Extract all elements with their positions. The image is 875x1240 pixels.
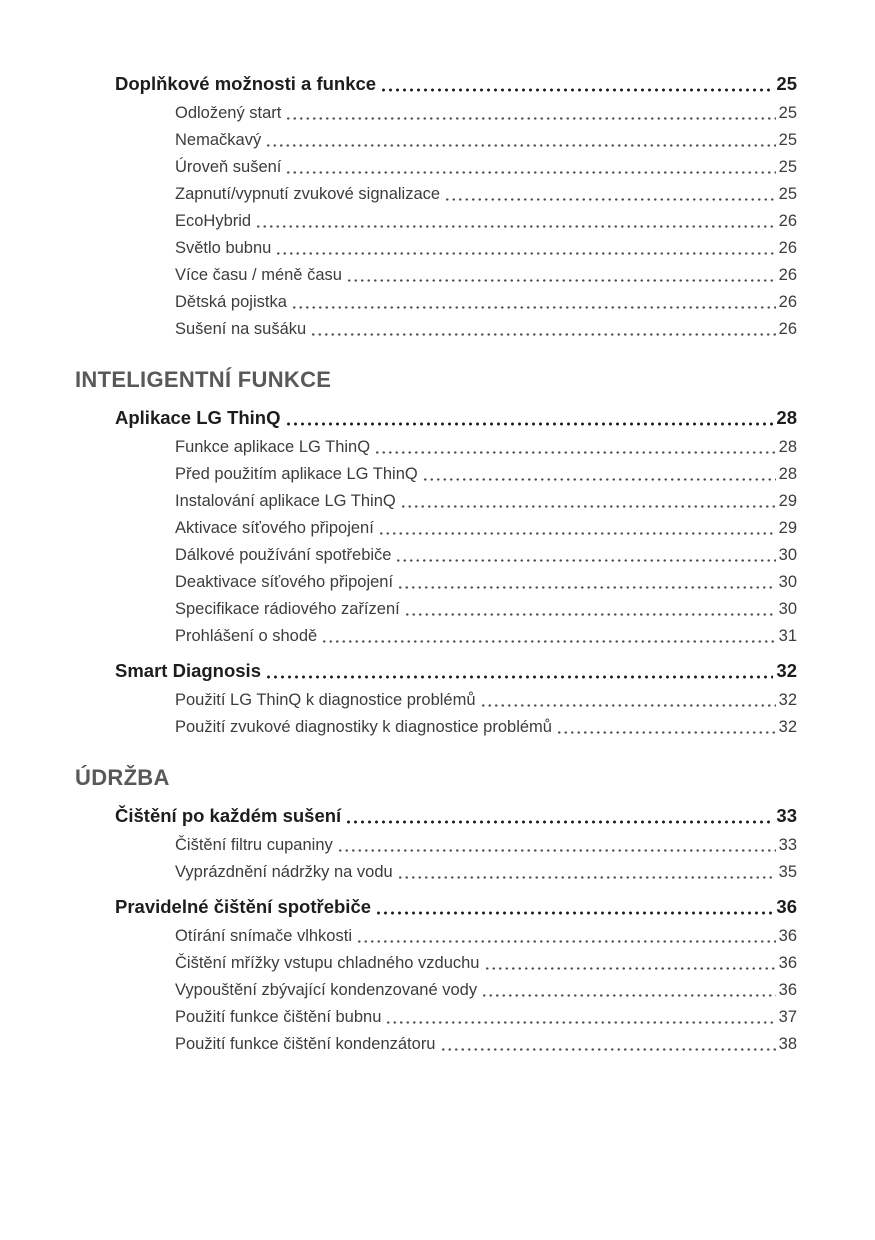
- toc: [75, 72, 797, 1055]
- toc-entry-title: Dálkové používání spotřebiče: [175, 546, 392, 564]
- dotted-leader: [397, 585, 776, 590]
- dotted-leader: [374, 450, 776, 455]
- toc-entry: [75, 1034, 797, 1055]
- toc-entry-title: Sušení na sušáku: [175, 320, 307, 338]
- toc-group-page-number: 32: [776, 660, 797, 681]
- toc-group-title: Aplikace LG ThinQ: [115, 407, 281, 428]
- toc-entry-page-number: 30: [778, 600, 797, 618]
- toc-entry: [75, 292, 797, 313]
- toc-entry-title: Vypouštění zbývající kondenzované vody: [175, 981, 478, 999]
- dotted-leader: [285, 170, 775, 175]
- toc-entry-page-number: 33: [778, 836, 797, 854]
- toc-group-page-number: 28: [776, 407, 797, 428]
- toc-entry-page-number: 28: [778, 465, 797, 483]
- toc-entry-page-number: 36: [778, 981, 797, 999]
- dotted-leader: [404, 612, 776, 617]
- dotted-leader: [291, 305, 776, 310]
- toc-entry: [75, 980, 797, 1001]
- toc-entry: [75, 437, 797, 458]
- toc-entry: [75, 491, 797, 512]
- dotted-leader: [255, 224, 776, 229]
- toc-entry: [75, 862, 797, 883]
- toc-entry: [75, 1007, 797, 1028]
- toc-entry-page-number: 36: [778, 954, 797, 972]
- toc-group-title: Pravidelné čištění spotřebiče: [115, 896, 372, 917]
- dotted-leader: [380, 87, 773, 93]
- dotted-leader: [385, 1020, 775, 1025]
- toc-entry-page-number: 26: [778, 293, 797, 311]
- toc-entry-page-number: 35: [778, 863, 797, 881]
- toc-entry-title: Použití LG ThinQ k diagnostice problémů: [175, 691, 476, 709]
- toc-entry-title: Specifikace rádiového zařízení: [175, 600, 400, 618]
- toc-entry-title: Světlo bubnu: [175, 239, 272, 257]
- toc-entry: [75, 238, 797, 259]
- dotted-leader: [444, 197, 776, 202]
- dotted-leader: [265, 143, 775, 148]
- toc-entry: [75, 319, 797, 340]
- dotted-leader: [397, 875, 776, 880]
- toc-entry-page-number: 36: [778, 927, 797, 945]
- toc-entry: [75, 265, 797, 286]
- toc-entry: [75, 690, 797, 711]
- toc-entry-page-number: 30: [778, 546, 797, 564]
- toc-entry: [75, 626, 797, 647]
- toc-group-page-number: 36: [776, 896, 797, 917]
- toc-entry-title: Čištění mřížky vstupu chladného vzduchu: [175, 954, 480, 972]
- toc-entry: [75, 157, 797, 178]
- dotted-leader: [337, 848, 776, 853]
- dotted-leader: [321, 639, 775, 644]
- toc-entry-title: EcoHybrid: [175, 212, 252, 230]
- toc-entry: [75, 835, 797, 856]
- toc-entry-title: Nemačkavý: [175, 131, 262, 149]
- toc-entry-page-number: 25: [778, 158, 797, 176]
- toc-group-entry: [75, 895, 797, 919]
- toc-entry-title: Před použitím aplikace LG ThinQ: [175, 465, 418, 483]
- toc-entry-page-number: 30: [778, 573, 797, 591]
- toc-entry-title: Více času / méně času: [175, 266, 342, 284]
- toc-entry-page-number: 32: [778, 691, 797, 709]
- toc-entry-page-number: 29: [778, 519, 797, 537]
- toc-entry-title: Úroveň sušení: [175, 158, 282, 176]
- toc-entry-title: Čištění filtru cupaniny: [175, 836, 333, 854]
- toc-entry-page-number: 25: [778, 104, 797, 122]
- toc-section-heading-label: ÚDRŽBA: [75, 765, 170, 790]
- toc-entry: [75, 717, 797, 738]
- toc-entry-title: Zapnutí/vypnutí zvukové signalizace: [175, 185, 441, 203]
- toc-section-heading: [75, 366, 797, 394]
- toc-entry-title: Funkce aplikace LG ThinQ: [175, 438, 371, 456]
- toc-group-title: Čištění po každém sušení: [115, 805, 342, 826]
- toc-entry-page-number: 31: [778, 627, 797, 645]
- toc-entry: [75, 953, 797, 974]
- toc-entry-page-number: 25: [778, 185, 797, 203]
- dotted-leader: [275, 251, 775, 256]
- toc-entry-page-number: 26: [778, 212, 797, 230]
- toc-entry-page-number: 37: [778, 1008, 797, 1026]
- toc-entry: [75, 518, 797, 539]
- toc-entry-title: Deaktivace síťového připojení: [175, 573, 394, 591]
- toc-entry-page-number: 25: [778, 131, 797, 149]
- toc-entry: [75, 103, 797, 124]
- dotted-leader: [422, 477, 776, 482]
- toc-entry-page-number: 28: [778, 438, 797, 456]
- toc-section-heading-label: INTELIGENTNÍ FUNKCE: [75, 367, 332, 392]
- toc-entry-title: Aktivace síťového připojení: [175, 519, 374, 537]
- toc-entry-title: Otírání snímače vlhkosti: [175, 927, 352, 945]
- toc-entry-page-number: 26: [778, 320, 797, 338]
- toc-group-page-number: 33: [776, 805, 797, 826]
- toc-group-entry: [75, 804, 797, 828]
- dotted-leader: [480, 703, 776, 708]
- dotted-leader: [556, 730, 776, 735]
- toc-entry: [75, 464, 797, 485]
- toc-entry-title: Odložený start: [175, 104, 282, 122]
- toc-entry: [75, 545, 797, 566]
- toc-entry: [75, 211, 797, 232]
- dotted-leader: [356, 939, 776, 944]
- dotted-leader: [440, 1047, 776, 1052]
- dotted-leader: [285, 116, 775, 121]
- dotted-leader: [395, 558, 775, 563]
- toc-entry-page-number: 38: [778, 1035, 797, 1053]
- toc-group-entry: [75, 406, 797, 430]
- toc-entry-title: Použití funkce čištění kondenzátoru: [175, 1035, 436, 1053]
- toc-group-entry: [75, 659, 797, 683]
- toc-entry-title: Použití zvukové diagnostiky k diagnostice problémů: [175, 718, 552, 736]
- dotted-leader: [265, 674, 773, 680]
- toc-entry-title: Použití funkce čištění bubnu: [175, 1008, 382, 1026]
- dotted-leader: [481, 993, 776, 998]
- dotted-leader: [375, 910, 773, 916]
- toc-section-heading: [75, 764, 797, 792]
- toc-entry: [75, 184, 797, 205]
- toc-group-page-number: 25: [776, 73, 797, 94]
- dotted-leader: [400, 504, 776, 509]
- dotted-leader: [285, 421, 774, 427]
- toc-entry-title: Prohlášení o shodě: [175, 627, 318, 645]
- toc-entry-page-number: 26: [778, 239, 797, 257]
- toc-group-title: Doplňkové možnosti a funkce: [115, 73, 377, 94]
- dotted-leader: [310, 332, 775, 337]
- toc-entry: [75, 572, 797, 593]
- toc-entry-page-number: 32: [778, 718, 797, 736]
- toc-entry-page-number: 29: [778, 492, 797, 510]
- dotted-leader: [346, 278, 776, 283]
- toc-entry: [75, 130, 797, 151]
- dotted-leader: [378, 531, 776, 536]
- toc-entry: [75, 926, 797, 947]
- toc-entry-page-number: 26: [778, 266, 797, 284]
- toc-entry: [75, 599, 797, 620]
- toc-entry-title: Instalování aplikace LG ThinQ: [175, 492, 396, 510]
- toc-group-entry: [75, 72, 797, 96]
- dotted-leader: [345, 819, 773, 825]
- toc-entry-title: Vyprázdnění nádržky na vodu: [175, 863, 393, 881]
- dotted-leader: [484, 966, 776, 971]
- toc-group-title: Smart Diagnosis: [115, 660, 261, 681]
- toc-entry-title: Dětská pojistka: [175, 293, 287, 311]
